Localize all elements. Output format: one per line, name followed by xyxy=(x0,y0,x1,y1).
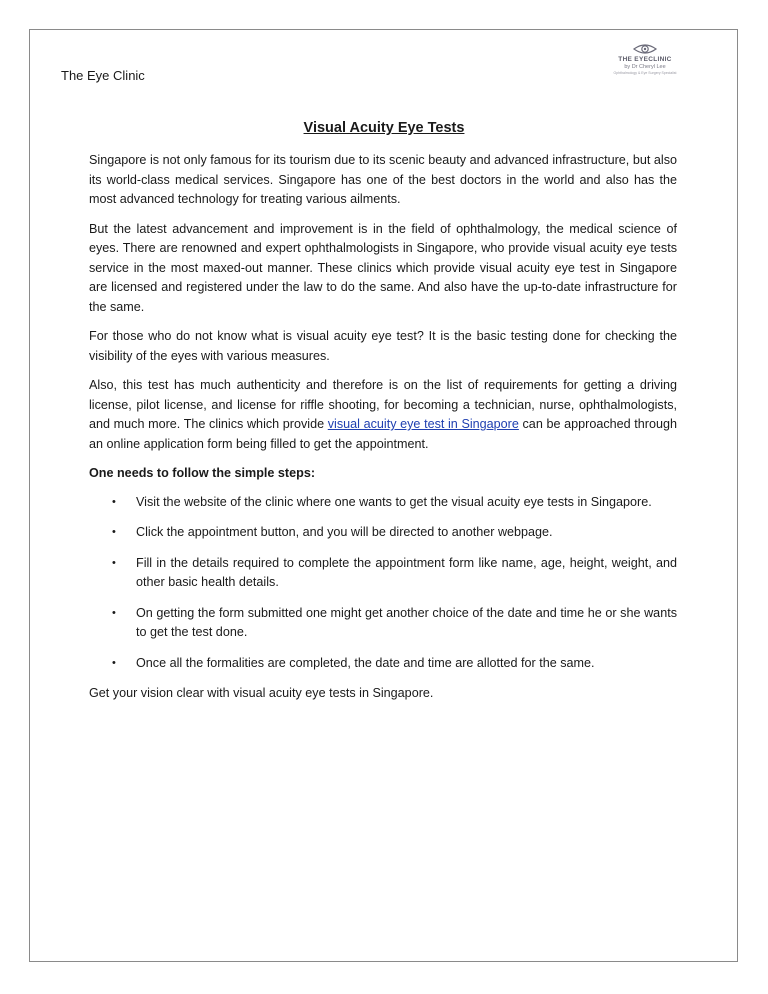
list-item xyxy=(89,604,677,643)
step-text: Once all the formalities are completed, the date and time are allotted for the same. xyxy=(136,655,595,670)
steps-heading: One needs to follow the simple steps: xyxy=(89,466,316,480)
logo-name: THE EYECLINIC xyxy=(618,56,672,63)
bullet-icon: • xyxy=(112,656,116,669)
header-clinic-name: The Eye Clinic xyxy=(61,68,145,83)
bullet-icon: • xyxy=(112,556,116,569)
steps-list xyxy=(89,493,677,674)
paragraph-2: But the latest advancement and improvement is in the field of ophthalmology, the medical science of eyes. There are renowned and expert ophthalmologists in Singapore, who provide visual acuity eye tests service in the most maxed-out manner. These clinics which provide visual acuity eye test in Singapore are licensed and registered under the law to do the same. And also have the up-to-date infrastructure for the same. xyxy=(89,221,677,314)
logo-by-line: by Dr Cheryl Lee xyxy=(624,64,666,70)
bullet-icon: • xyxy=(112,495,116,508)
list-item xyxy=(89,493,677,513)
list-item xyxy=(89,654,677,674)
bullet-icon: • xyxy=(112,526,116,538)
step-text: Click the appointment button, and you will be directed to another webpage. xyxy=(136,525,553,539)
step-text: Visit the website of the clinic where one wants to get the visual acuity eye tests in Singapore. xyxy=(136,494,652,509)
eye-logo-icon xyxy=(632,42,658,56)
step-text: On getting the form submitted one might get another choice of the date and time he or she wants to get the test done. xyxy=(136,605,677,639)
visual-acuity-link[interactable]: visual acuity eye test in Singapore xyxy=(327,417,519,431)
list-item xyxy=(89,554,677,593)
bullet-icon: • xyxy=(112,606,116,619)
document-body xyxy=(89,151,677,714)
closing-paragraph: Get your vision clear with visual acuity eye tests in Singapore. xyxy=(89,686,434,700)
list-item xyxy=(89,523,677,543)
logo-tagline: Ophthalmology & Eye Surgery Specialist xyxy=(613,71,677,75)
document-title: Visual Acuity Eye Tests xyxy=(303,120,465,136)
step-text: Fill in the details required to complete the appointment form like name, age, height, weight, and other basic health details. xyxy=(136,555,677,589)
paragraph-1: Singapore is not only famous for its tourism due to its scenic beauty and advanced infrastructure, but also its world-class medical services. Singapore has one of the best doctors in the world and also has the most advanced technology for treating various ailments. xyxy=(89,153,677,206)
clinic-logo xyxy=(610,42,680,86)
paragraph-4 xyxy=(89,376,677,454)
paragraph-3: For those who do not know what is visual acuity eye test? It is the basic testing done for checking the visibility of the eyes with various measures. xyxy=(89,329,677,363)
paragraph-4-before: Also, this test has much authenticity and therefore is on the list of requirements for getting a driving license, pilot license, and license for riffle shooting, for becoming a technician, nurse, ophthalmologists, and much more. The clinics which provide xyxy=(89,378,677,431)
paragraph-4-after: can be approached through an online application form being filled to get the appointment. xyxy=(89,417,677,451)
